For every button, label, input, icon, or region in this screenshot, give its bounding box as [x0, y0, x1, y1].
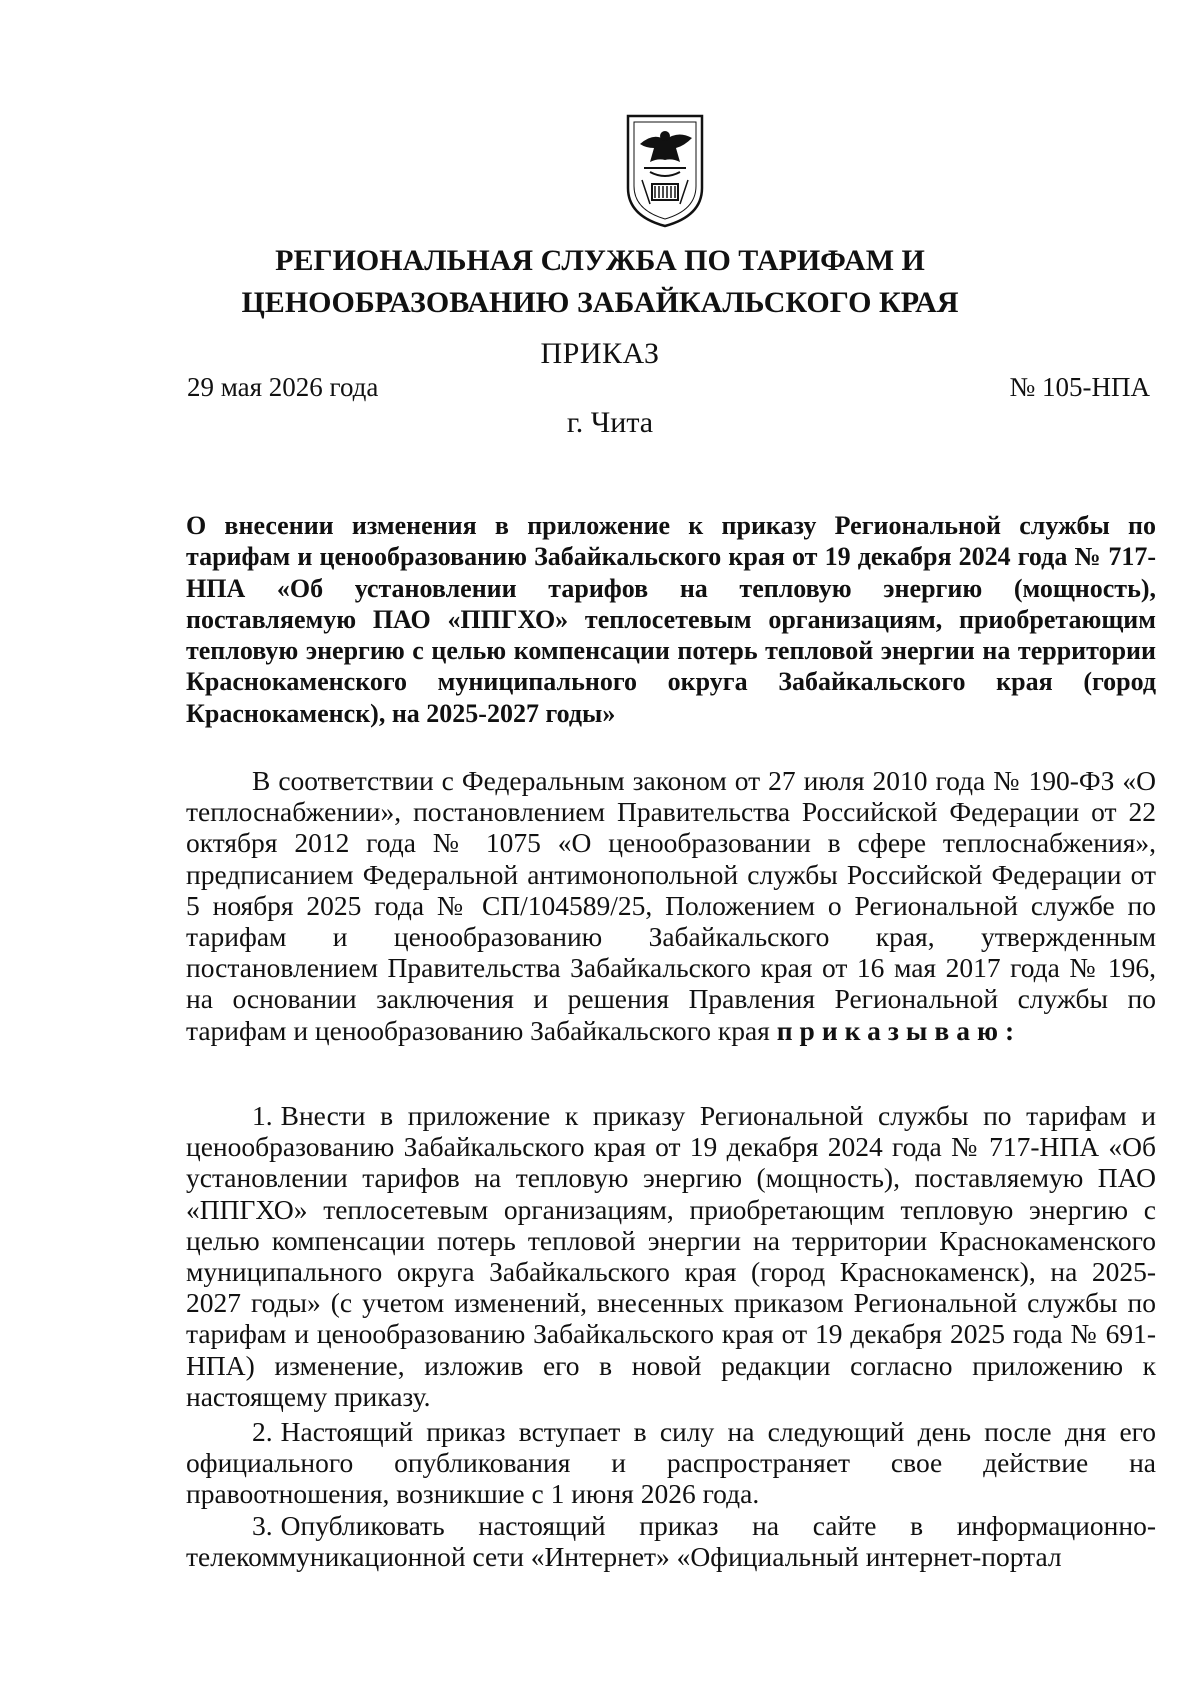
- document-number: № 105-НПА: [1009, 372, 1150, 402]
- order-item-number: 2.: [252, 1416, 273, 1447]
- organization-title: [0, 240, 1200, 324]
- organization-title-line-2: ЦЕНООБРАЗОВАНИЮ ЗАБАЙКАЛЬСКОГО КРАЯ: [241, 286, 959, 319]
- order-item-1: [186, 1100, 1156, 1412]
- order-item-number: 3.: [252, 1510, 273, 1541]
- order-item-text: Опубликовать настоящий приказ на сайте в информационно-телекоммуникационной сети «Интернет» «Официальный интернет-портал: [186, 1510, 1156, 1573]
- preamble-text: В соответствии с Федеральным законом от 27 июля 2010 года № 190-ФЗ «О теплоснабжении», постановлением Правительства Российской Федерации от 22 октября 2012 года № 1075 «О ценообразовании в сфере теплоснабжения», предписанием Федеральной антимонопольной службы Российской Федерации от 5 ноября 2025 года № СП/104589/25, Положением о Региональной службе по тарифам и ценообразованию Забайкальского края, утвержденным постановлением Правительства Забайкальского края от 16 мая 2017 года № 196, на основании заключения и решения Правления Региональной службы по тарифам и ценообразованию Забайкальского края: [186, 765, 1156, 1046]
- order-item-2: [186, 1416, 1156, 1510]
- document-date: 29 мая 2026 года: [187, 372, 379, 402]
- preamble-paragraph: [186, 765, 1156, 1046]
- order-item-text: Внести в приложение к приказу Региональной службы по тарифам и ценообразованию Забайкальского края от 19 декабря 2024 года № 717-НПА «Об установлении тарифов на тепловую энергию (мощность), поставляемую ПАО «ППГХО» теплосетевым организациям, приобретающим тепловую энергию с целью компенсации потерь тепловой энергии на территории Краснокаменского муниципального округа Забайкальского края (город Краснокаменск), на 2025-2027 годы» (с учетом изменений, внесенных приказом Региональной службы по тарифам и ценообразованию Забайкальского края от 19 декабря 2025 года № 691-НПА) изменение, изложив его в новой редакции согласно приложению к настоящему приказу.: [186, 1100, 1156, 1412]
- document-city: г. Чита: [566, 406, 654, 439]
- document-type: ПРИКАЗ: [540, 337, 660, 370]
- document-subject: О внесении изменения в приложение к приказу Региональной службы по тарифам и ценообразованию Забайкальского края от 19 декабря 2024 года № 717-НПА «Об установлении тарифов на тепловую энергию (мощность), поставляемую ПАО «ППГХО» теплосетевым организациям, приобретающим тепловую энергию с целью компенсации потерь тепловой энергии на территории Краснокаменского муниципального округа Забайкальского края (город Краснокаменск), на 2025-2027 годы»: [186, 511, 1156, 728]
- order-item-text: Настоящий приказ вступает в силу на следующий день после дня его официального опубликования и распространяет свое действие на правоотношения, возникшие с 1 июня 2026 года.: [186, 1416, 1156, 1510]
- order-item-number: 1.: [252, 1100, 273, 1131]
- organization-title-line-1: РЕГИОНАЛЬНАЯ СЛУЖБА ПО ТАРИФАМ И: [275, 244, 925, 277]
- order-item-3: [186, 1510, 1156, 1572]
- coat-of-arms-emblem: [620, 110, 710, 230]
- order-word: приказываю:: [776, 1014, 1022, 1046]
